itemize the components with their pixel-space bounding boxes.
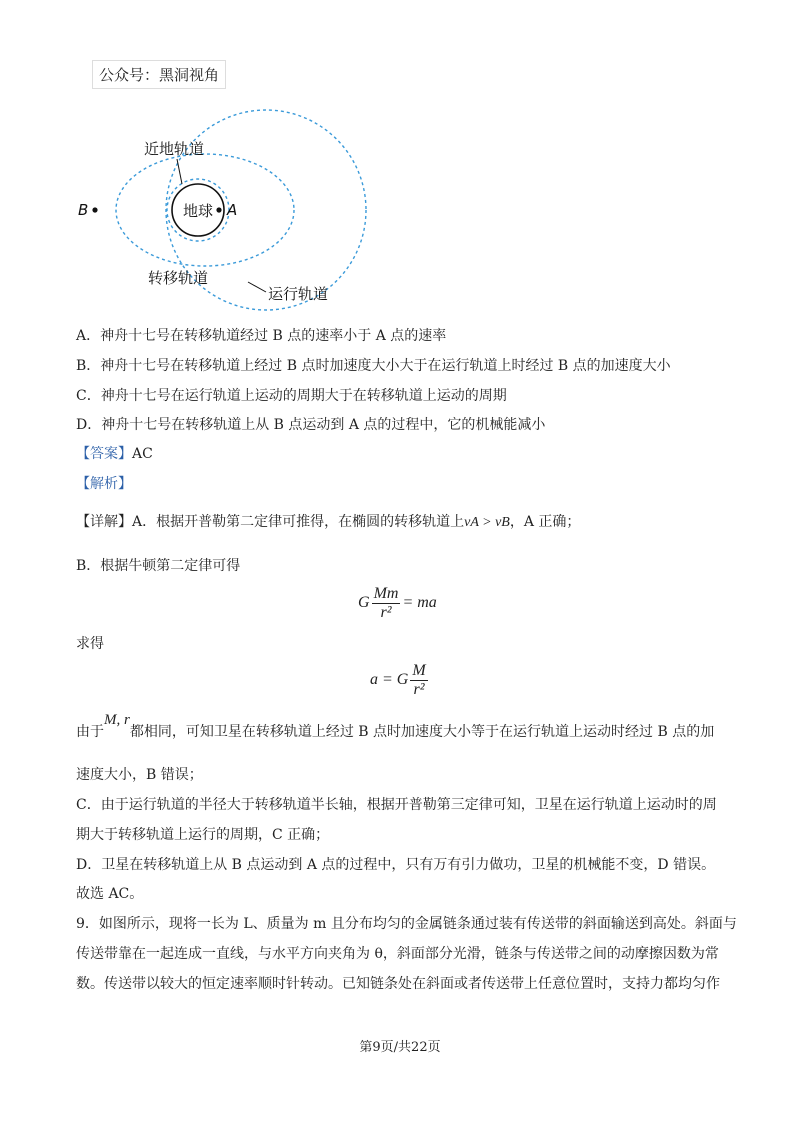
q9-line3: 数。传送带以较大的恒定速率顺时针转动。已知链条处在斜面或者传送带上任意位置时，支持力都均匀作 (76, 976, 720, 992)
near-orbit-label: 近地轨道 (144, 140, 205, 158)
option-a: A．神舟十七号在转移轨道经过 B 点的速率小于 A 点的速率 (76, 328, 447, 344)
velocity-inequality: vA > vB (464, 515, 510, 530)
option-b: B．神舟十七号在转移轨道上经过 B 点时加速度大小大于在运行轨道上时经过 B 点的加速度大小 (76, 358, 671, 374)
detail-c-line1: C．由于运行轨道的半径大于转移轨道半长轴，根据开普勒第三定律可知，卫星在运行轨道上运动时的周 (76, 797, 717, 813)
run-orbit-leader (248, 282, 266, 292)
solve-text: 求得 (76, 636, 104, 652)
mr-math: M, r (104, 712, 130, 728)
orbit-diagram (70, 100, 370, 315)
page-footer: 第9页/共22页 (359, 1040, 441, 1055)
detail-a: 【详解】A．根据开普勒第二定律可推得，在椭圆的转移轨道上vA > vB，A 正确； (76, 514, 581, 530)
detail-b-line1: 由于M, r都相同，可知卫星在转移轨道上经过 B 点时加速度大小等于在运行轨道上运动时经过 B 点的加 (76, 712, 715, 740)
label-b: B (78, 201, 89, 219)
equation-1: G $\frac{Mm}{\text{r²}}$ = ma (358, 585, 437, 621)
point-a (216, 207, 221, 212)
answer-tag: 【答案】 (76, 446, 132, 462)
point-b (92, 207, 97, 212)
detail-d: D．卫星在转移轨道上从 B 点运动到 A 点的过程中，只有万有引力做功，卫星的机械能不变，D 错误。 (76, 857, 716, 873)
conclusion: 故选 AC。 (76, 886, 144, 902)
analysis-tag: 【解析】 (76, 476, 132, 492)
equation-2: a = G $\frac{M}{\text{r²}}$ (370, 662, 426, 698)
earth-label: 地球 (182, 202, 214, 220)
option-c: C．神舟十七号在运行轨道上运动的周期大于在转移轨道上运动的周期 (76, 388, 507, 404)
option-d: D．神舟十七号在转移轨道上从 B 点运动到 A 点的过程中，它的机械能减小 (76, 417, 546, 433)
detail-b-line2: 速度大小，B 错误； (76, 767, 203, 783)
run-orbit-label: 运行轨道 (268, 285, 329, 303)
transfer-orbit-label: 转移轨道 (148, 269, 209, 287)
q9-line2: 传送带靠在一起连成一直线，与水平方向夹角为 θ，斜面部分光滑，链条与传送带之间的动摩擦因数为常 (76, 946, 719, 962)
watermark: 公众号：黑洞视角 (92, 60, 226, 89)
detail-c-line2: 期大于转移轨道上运行的周期，C 正确； (76, 827, 330, 843)
answer-line (76, 444, 153, 464)
answer-value: AC (132, 446, 153, 462)
detail-b-intro: B．根据牛顿第二定律可得 (76, 558, 241, 574)
near-orbit-leader (177, 159, 182, 184)
q9-line1: 9．如图所示，现将一长为 L、质量为 m 且分布均匀的金属链条通过装有传送带的斜面输送到高处。斜面与 (76, 916, 737, 932)
label-a: A (227, 201, 238, 219)
